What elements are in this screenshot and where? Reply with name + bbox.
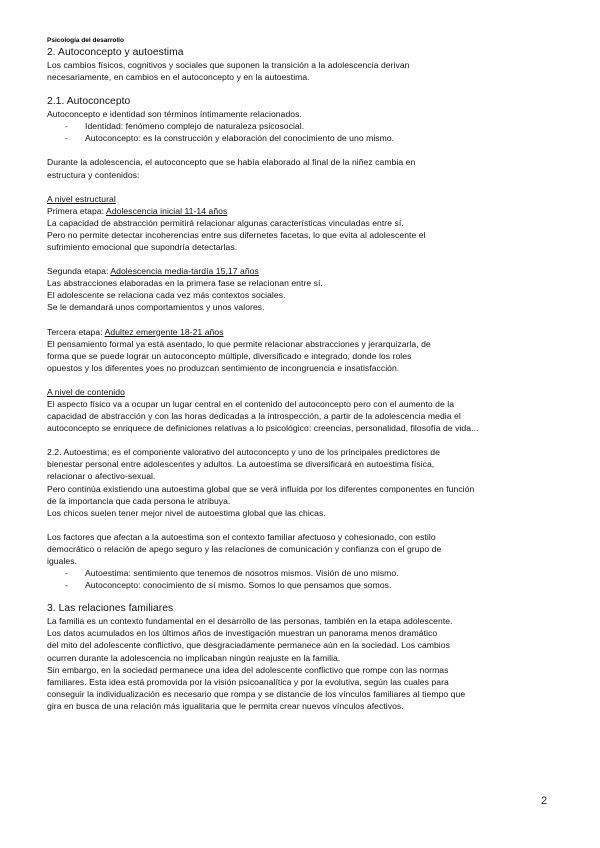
paragraph-line: Durante la adolescencia, el autoconcepto que se había elaborado al final de la niñez cambia en	[47, 157, 416, 168]
paragraph-line: forma que se puede lograr un autoconcepto múltiple, diversificado e integrado, donde los roles	[47, 350, 412, 361]
paragraph-line: iguales.	[47, 556, 78, 566]
bullet-item: - Autoestima: sentimiento que tenemos de nosotros mismos. Visión de uno mismo.	[47, 567, 562, 579]
stage-name: Adolescencia inicial 11-14 años	[106, 205, 228, 216]
paragraph-line: capacidad de abstracción y con las horas dedicadas a la introspección, a partir de la adolescencia media el	[47, 411, 461, 422]
subheading-estructural: A nivel estructural	[47, 193, 116, 204]
paragraph-line: conseguir la individualización es necesario que rompa y se distancie de los vínculos familiares al tiempo que	[47, 688, 466, 699]
paragraph-line: La familia es un contexto fundamental en el desarrollo de las personas, también en la etapa adolescente.	[47, 616, 453, 627]
page-number: 2	[541, 795, 548, 807]
bullet-item: - Autoconcepto: conocimiento de sí mismo. Somos lo que pensamos que somos.	[47, 579, 562, 591]
stage-name: Adolescencia media-tardía 15,17 años	[110, 266, 259, 277]
paragraph-line: Autoconcepto e identidad son términos íntimamente relacionados.	[47, 109, 302, 120]
bullet-list	[47, 120, 562, 144]
subheading-contenido: A nivel de contenido	[47, 386, 125, 397]
paragraph-line: Los chicos suelen tener mejor nivel de autoestima global que las chicas.	[47, 507, 326, 518]
paragraph-line: Los cambios físicos, cognitivos y sociales que suponen la transición a la adolescencia derivan	[47, 60, 410, 70]
paragraph-line: gira en busca de una relación más igualitaria que le permita crear nuevos vínculos afectivos.	[47, 700, 404, 711]
page-content	[47, 46, 562, 712]
paragraph-line: bienestar personal entre adolescentes y adultos. La autoestima se diversificará en autoestima física,	[47, 459, 435, 470]
bullet-list	[47, 567, 562, 591]
paragraph-line: Pero continúa existiendo una autoestima global que se verá influida por los diferentes componentes en función	[47, 483, 475, 494]
paragraph-line: El pensamiento formal ya está asentado, lo que permite relacionar abstracciones y jerarquizarla, de	[47, 338, 431, 349]
paragraph-line: autoconcepto se enriquece de definiciones relativas a lo psicológico: creencias, personalidad, filosofía de vida...	[47, 423, 479, 434]
paragraph-line: democrático o relación de apego seguro y las relaciones de comunicación y confianza con el grupo de	[47, 543, 442, 554]
paragraph-line: relacionar o afectivo-sexual.	[47, 471, 156, 482]
stage-label: Tercera etapa:	[47, 326, 105, 337]
section-title-autoconcepto-autoestima: 2. Autoconcepto y autoestima	[47, 47, 184, 58]
paragraph-line: Se le demandará unos comportamientos y unos valores.	[47, 302, 265, 313]
paragraph-line: El aspecto físico va a ocupar un lugar central en el contenido del autoconcepto pero con el aumento de la	[47, 398, 455, 409]
paragraph-line: del mito del adolescente conflictivo, que desgraciadamente permanece aún en la sociedad. Los cambios	[47, 640, 450, 651]
paragraph-line: estructura y contenidos:	[47, 169, 140, 180]
paragraph-line: ocurren durante la adolescencia no implicaban ningún reajuste en la familia.	[47, 652, 341, 663]
bullet-item: - Identidad: fenómeno complejo de naturaleza psicosocial.	[47, 120, 562, 132]
stage-heading	[47, 265, 562, 277]
section-title-relaciones-familiares: 3. Las relaciones familiares	[47, 603, 174, 615]
paragraph-line: sufrimiento emocional que supondría detectarlas.	[47, 242, 238, 253]
section-title-autoconcepto: 2.1. Autoconcepto	[47, 96, 131, 108]
paragraph-line: de la importancia que cada persona le atribuya.	[47, 495, 231, 506]
paragraph-line: Los factores que afectan a la autoestima son el contexto familiar afectuoso y cohesionado, con estilo	[47, 531, 436, 542]
bullet-item: - Autoconcepto: es la construcción y elaboración del conocimiento de uno mismo.	[47, 132, 562, 144]
page-header: Psicología del desarrollo	[47, 37, 124, 44]
paragraph-line: Los datos acumulados en los últimos años de investigación muestran un panorama menos dramático	[47, 628, 438, 639]
stage-label: Segunda etapa:	[47, 266, 111, 277]
paragraph-line: 2.2. Autoestima; es el componente valorativo del autoconcepto y uno de los principales predictores de	[47, 447, 440, 458]
stage-heading	[47, 205, 562, 217]
paragraph-line: Sin embargo, en la sociedad permanece una idea del adolescente conflictivo que rompe con las normas	[47, 664, 449, 675]
paragraph-line: Las abstracciones elaboradas en la primera fase se relacionan entre sí.	[47, 278, 323, 289]
paragraph-line: El adolescente se relaciona cada vez más contextos sociales.	[47, 290, 286, 301]
stage-label: Primera etapa:	[47, 205, 107, 216]
stage-heading	[47, 326, 562, 338]
stage-name: Adultez emergente 18-21 años	[104, 326, 224, 337]
paragraph-line: familiares. Esta idea está promovida por la visión psicoanalítica y por la evolutiva, según las cuales para	[47, 676, 449, 687]
paragraph-line: opuestos y los diferentes yoes no produzcan sentimiento de incongruencia e insatisfacción.	[47, 362, 400, 373]
paragraph-line: La capacidad de abstracción permitirá relacionar algunas características vinculadas entre sí.	[47, 217, 404, 228]
paragraph-line: Pero no permite detectar incoherencias entre sus difernetes facetas, lo que evita al adolescente el	[47, 229, 426, 240]
paragraph-line: necesariamente, en cambios en el autoconcepto y en la autoestima.	[47, 72, 310, 83]
